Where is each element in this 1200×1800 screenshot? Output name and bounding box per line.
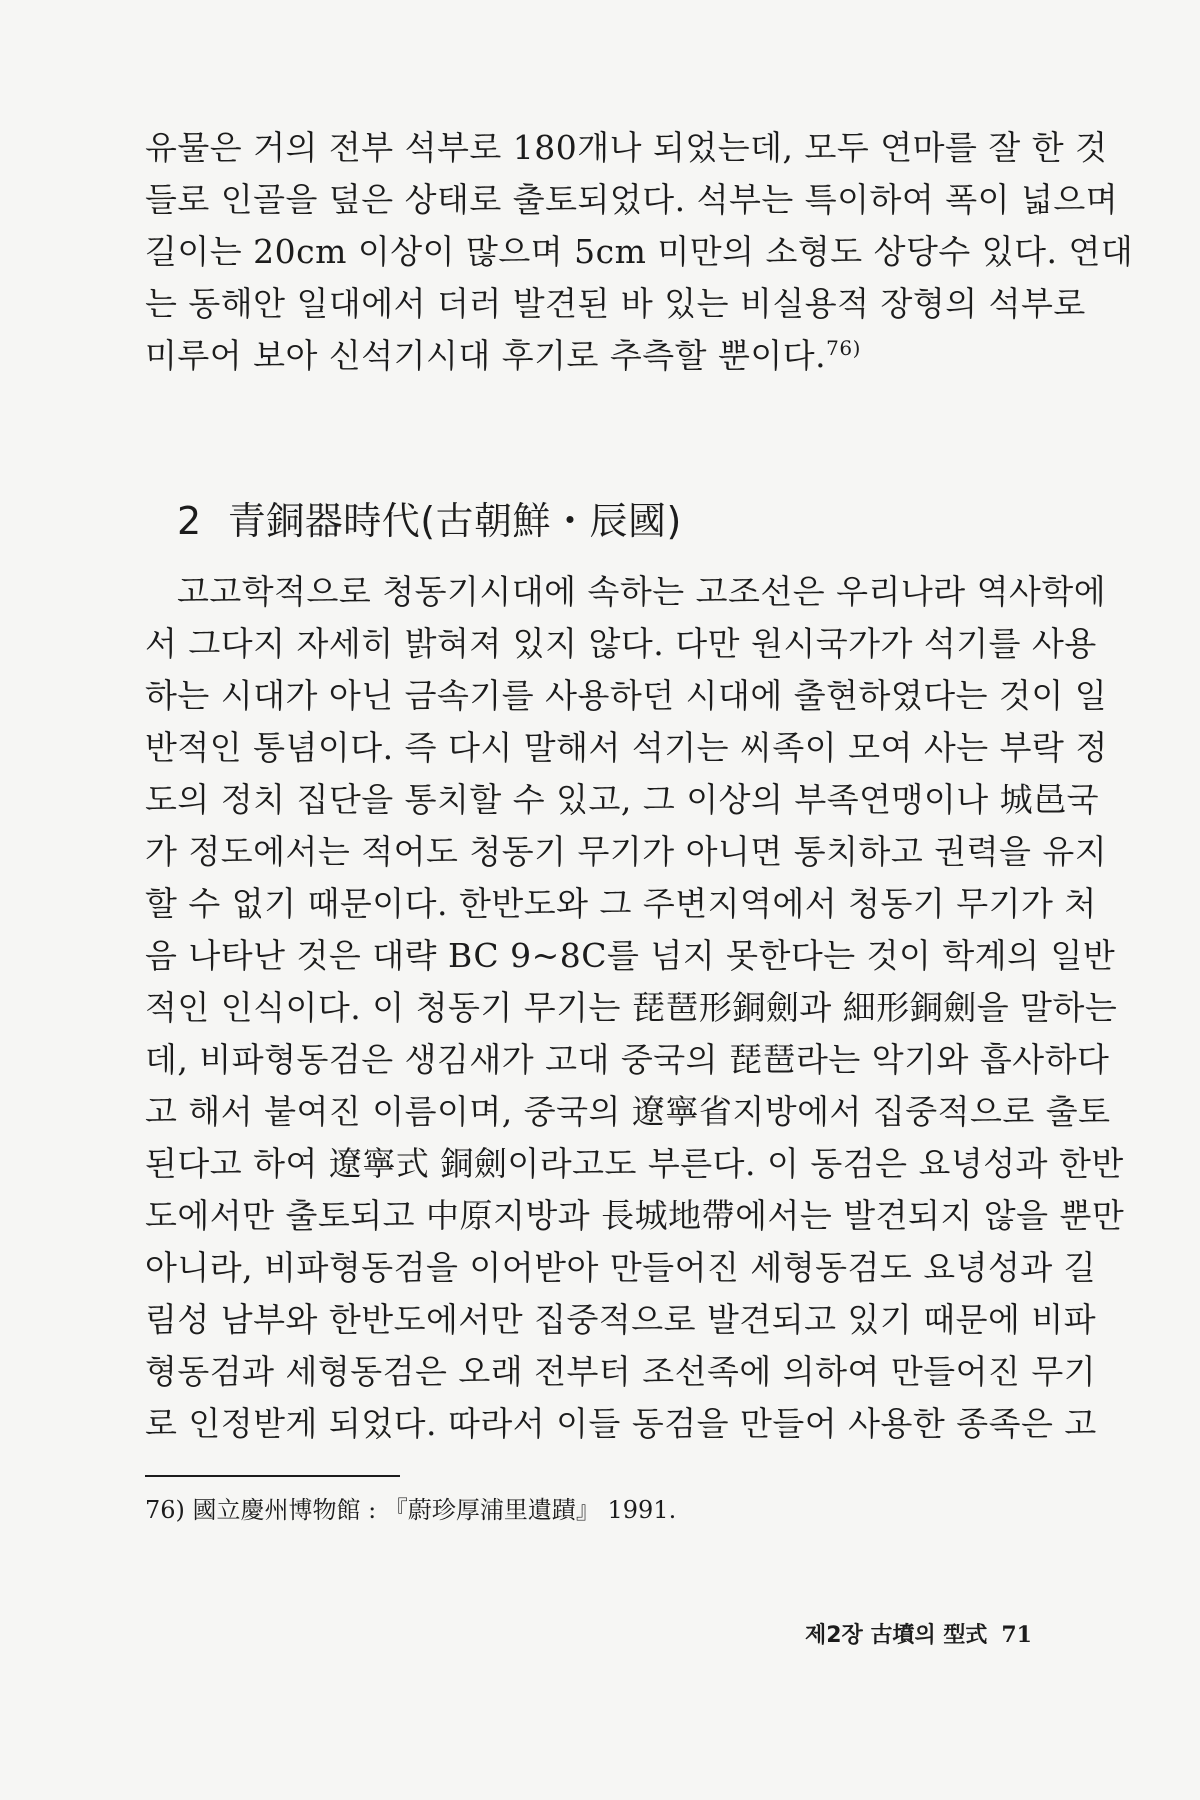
text-line: 서 그다지 자세히 밝혀져 있지 않다. 다만 원시국가가 석기를 사용 [145, 624, 1097, 663]
text-line-content: 미루어 보아 신석기시대 후기로 추측할 뿐이다. [145, 336, 827, 375]
text-line-with-footnote [145, 336, 1035, 376]
text-line: 반적인 통념이다. 즉 다시 말해서 석기는 씨족이 모여 사는 부락 정 [145, 728, 1108, 767]
section-number: 2 [177, 499, 202, 543]
text-line: 아니라, 비파형동검을 이어받아 만들어진 세형동검도 요녕성과 길 [145, 1248, 1097, 1287]
text-line: 로 인정받게 되었다. 따라서 이들 동검을 만들어 사용한 종족은 고 [145, 1404, 1097, 1443]
text-line: 데, 비파형동검은 생김새가 고대 중국의 琵琶라는 악기와 흡사하다 [145, 1040, 1110, 1079]
footnote: 76) 國立慶州博物館 : 『蔚珍厚浦里遺蹟』 1991. [145, 1496, 677, 1524]
text-line: 길이는 20cm 이상이 많으며 5cm 미만의 소형도 상당수 있다. 연대 [145, 232, 1134, 271]
text-line: 유물은 거의 전부 석부로 180개나 되었는데, 모두 연마를 잘 한 것 [145, 128, 1108, 167]
section-heading [177, 498, 682, 544]
footnote-reference: 76) [826, 336, 861, 360]
page-footer [805, 1620, 1032, 1651]
footnote-divider [145, 1475, 400, 1477]
page-number: 71 [1001, 1622, 1032, 1648]
text-line: 는 동해안 일대에서 더러 발견된 바 있는 비실용적 장형의 석부로 [145, 284, 1086, 323]
text-line: 들로 인골을 덮은 상태로 출토되었다. 석부는 특이하여 폭이 넓으며 [145, 180, 1119, 219]
running-header-chapter: 제2장 古墳의 型式 [804, 1623, 988, 1648]
text-line: 가 정도에서는 적어도 청동기 무기가 아니면 통치하고 권력을 유지 [145, 832, 1108, 871]
text-line: 하는 시대가 아닌 금속기를 사용하던 시대에 출현하였다는 것이 일 [145, 676, 1108, 715]
text-line: 음 나타난 것은 대략 BC 9~8C를 넘지 못한다는 것이 학계의 일반 [145, 936, 1116, 975]
text-line: 형동검과 세형동검은 오래 전부터 조선족에 의하여 만들어진 무기 [145, 1352, 1097, 1391]
text-line: 도에서만 출토되고 中原지방과 長城地帶에서는 발견되지 않을 뿐만 [145, 1196, 1125, 1235]
text-line: 고 해서 붙여진 이름이며, 중국의 遼寧省지방에서 집중적으로 출토 [145, 1092, 1111, 1131]
section-title: 青銅器時代(古朝鮮・辰國) [227, 499, 682, 543]
text-line: 된다고 하여 遼寧式 銅劍이라고도 부른다. 이 동검은 요녕성과 한반 [145, 1144, 1124, 1183]
text-line: 림성 남부와 한반도에서만 집중적으로 발견되고 있기 때문에 비파 [145, 1300, 1097, 1339]
text-line: 할 수 없기 때문이다. 한반도와 그 주변지역에서 청동기 무기가 처 [145, 884, 1097, 923]
text-line: 도의 정치 집단을 통치할 수 있고, 그 이상의 부족연맹이나 城邑국 [145, 780, 1099, 819]
text-line: 적인 인식이다. 이 청동기 무기는 琵琶形銅劍과 細形銅劍을 말하는 [145, 988, 1118, 1027]
text-line: 고고학적으로 청동기시대에 속하는 고조선은 우리나라 역사학에 [177, 572, 1107, 611]
